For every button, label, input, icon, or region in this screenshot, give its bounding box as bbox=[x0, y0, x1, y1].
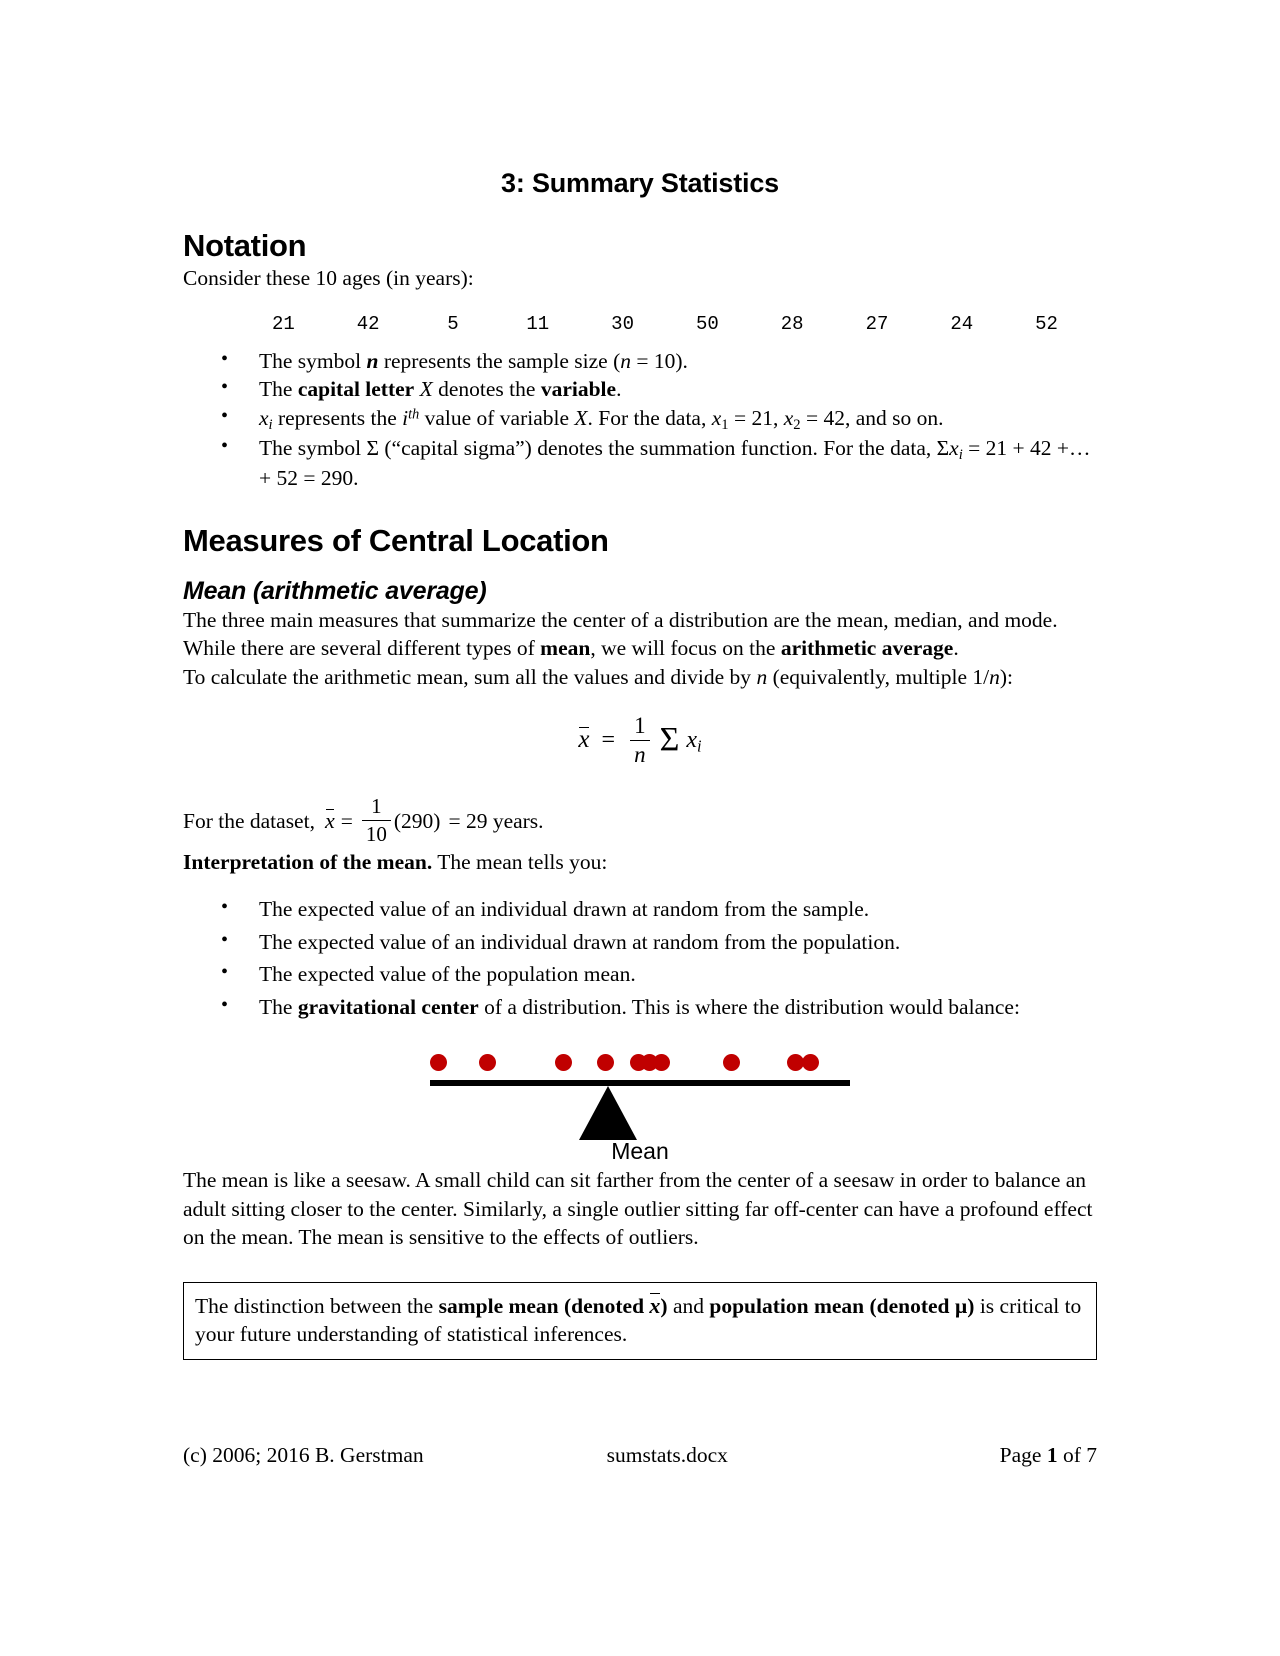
symbol-x: x bbox=[259, 405, 269, 430]
text: ): bbox=[999, 664, 1013, 689]
footer-page-number bbox=[1000, 1443, 1097, 1468]
list-item bbox=[221, 348, 1097, 376]
callout-box bbox=[183, 1282, 1097, 1360]
text: and bbox=[667, 1293, 710, 1318]
bold-sample-mean: sample mean (denoted bbox=[438, 1293, 650, 1318]
data-dot bbox=[723, 1054, 740, 1071]
list-item: • The expected value of an individual drawn at random from the population. bbox=[221, 929, 1097, 957]
data-dot bbox=[555, 1054, 572, 1071]
list-item bbox=[221, 405, 1097, 435]
symbol-x: x bbox=[949, 436, 959, 461]
interpretation-bullet-list bbox=[183, 896, 1097, 1021]
bold-population-mean: population mean (denoted µ) bbox=[709, 1293, 975, 1318]
text: is critical to your future understanding of statistical inferences. bbox=[195, 1293, 1082, 1346]
fraction-one-over-ten bbox=[362, 794, 391, 847]
bold-mean: mean bbox=[540, 636, 591, 661]
data-dot bbox=[597, 1054, 614, 1071]
bullet-text: = 10). bbox=[631, 348, 688, 373]
symbol-x2: x bbox=[783, 405, 794, 430]
symbol-i: i bbox=[402, 405, 409, 430]
fraction-numerator: 1 bbox=[634, 712, 646, 738]
heading-mean-arithmetic-average: Mean (arithmetic average) bbox=[183, 576, 487, 605]
notation-bullet-list bbox=[183, 348, 1097, 493]
fraction-numerator: 1 bbox=[371, 793, 382, 818]
summation-sigma-icon: Σ bbox=[659, 720, 680, 758]
symbol-n: n bbox=[756, 664, 768, 689]
data-dot bbox=[802, 1054, 819, 1071]
symbol-x: x bbox=[686, 726, 698, 753]
subscript-1: 1 bbox=[721, 416, 729, 433]
bold-interpretation-label: Interpretation of the mean. bbox=[183, 849, 433, 874]
ages-data-row bbox=[183, 313, 1097, 335]
bullet-text: The bbox=[259, 377, 298, 402]
sum-value: (290) bbox=[393, 808, 441, 833]
dataset-mean-calculation bbox=[183, 795, 1097, 848]
age-value: 28 bbox=[780, 312, 804, 335]
seesaw-paragraph: The mean is like a seesaw. A small child can sit farther from the center of a seesaw in order to balance an adult sitting closer to the center. Similarly, a single outlier sitting far off-center can have a profound effect on the mean. The mean is sensitive to the effects of outliers. bbox=[183, 1168, 1093, 1250]
age-value: 11 bbox=[526, 312, 550, 335]
data-dot bbox=[479, 1054, 496, 1071]
seesaw-beam bbox=[430, 1080, 850, 1086]
subscript-2: 2 bbox=[793, 416, 801, 433]
symbol-n: n bbox=[620, 348, 631, 373]
bullet-text: . For the data, bbox=[587, 405, 712, 430]
calc-lead-text: For the dataset, bbox=[183, 808, 315, 833]
text: The mean tells you: bbox=[432, 849, 608, 874]
x-bar-symbol: x bbox=[649, 1292, 660, 1321]
bullet-text: . bbox=[616, 377, 622, 402]
bold-variable: variable bbox=[540, 377, 617, 402]
bold-gravitational-center: gravitational center bbox=[297, 994, 479, 1019]
x-bar-symbol: x bbox=[324, 808, 335, 834]
subscript-i: i bbox=[268, 416, 273, 433]
text: of 7 bbox=[1057, 1443, 1097, 1467]
age-value: 42 bbox=[356, 312, 380, 335]
text: The bbox=[259, 994, 298, 1019]
symbol-x1: x bbox=[711, 405, 722, 430]
mean-paragraph-2 bbox=[183, 663, 1097, 692]
footer-filename: sumstats.docx bbox=[606, 1443, 728, 1467]
fraction-denominator: 10 bbox=[362, 820, 391, 847]
symbol-n-bold: n bbox=[366, 348, 379, 373]
list-item bbox=[221, 435, 1097, 492]
fraction-denominator: n bbox=[630, 740, 650, 768]
symbol-X: X bbox=[414, 377, 433, 402]
mean-formula bbox=[183, 714, 1097, 769]
data-dot bbox=[653, 1054, 670, 1071]
heading-measures-of-central-location: Measures of Central Location bbox=[183, 522, 609, 558]
bullet-text: denotes the bbox=[432, 377, 541, 402]
text: of a distribution. This is where the distribution would balance: bbox=[478, 994, 1020, 1019]
text: The three main measures that summarize the center of a distribution are the mean, median, and mode. While there are several different types of bbox=[183, 607, 1058, 661]
seesaw-figure bbox=[430, 1054, 850, 1166]
equals-sign: = bbox=[340, 808, 353, 833]
list-item: • The expected value of an individual drawn at random from the sample. bbox=[221, 896, 1097, 924]
mean-paragraph-1 bbox=[183, 606, 1097, 663]
bold-paren: ) bbox=[660, 1293, 668, 1318]
list-item bbox=[221, 994, 1097, 1022]
subscript-i: i bbox=[697, 736, 702, 756]
text: , we will focus on the bbox=[590, 636, 781, 661]
fulcrum-triangle-icon bbox=[579, 1086, 637, 1140]
age-value: 52 bbox=[1035, 312, 1058, 335]
bullet-text: The symbol Σ (“capital sigma”) denotes the summation function. For the data, Σ bbox=[259, 436, 950, 461]
bullet-text: = 21, bbox=[728, 405, 784, 430]
data-dot bbox=[430, 1054, 447, 1071]
text: (equivalently, multiple 1/ bbox=[767, 664, 990, 689]
fraction-one-over-n bbox=[630, 713, 650, 768]
bullet-text: The symbol bbox=[259, 348, 367, 373]
age-value: 21 bbox=[271, 312, 295, 335]
age-value: 24 bbox=[950, 312, 974, 335]
text: To calculate the arithmetic mean, sum all the values and divide by bbox=[183, 664, 757, 689]
page-number-value: 1 bbox=[1046, 1443, 1058, 1467]
x-bar-symbol: x bbox=[578, 725, 590, 753]
notation-intro: Consider these 10 ages (in years): bbox=[183, 266, 474, 290]
bullet-text: represents the bbox=[272, 405, 403, 430]
superscript-th: th bbox=[408, 406, 420, 423]
text: The distinction between the bbox=[195, 1293, 439, 1318]
page-title: 3: Summary Statistics bbox=[501, 168, 779, 198]
calc-result: = 29 years. bbox=[448, 808, 544, 833]
list-item: • The expected value of the population mean. bbox=[221, 961, 1097, 989]
footer-copyright: (c) 2006; 2016 B. Gerstman bbox=[183, 1443, 424, 1467]
bullet-text: represents the sample size ( bbox=[378, 348, 621, 373]
interpretation-lead bbox=[183, 848, 1097, 877]
age-value: 50 bbox=[695, 312, 719, 335]
symbol-X: X bbox=[574, 405, 588, 430]
bullet-text: = 21 + 42 +…+ 52 = 290. bbox=[259, 436, 1091, 491]
page-footer bbox=[183, 1443, 1097, 1468]
bold-capital-letter: capital letter bbox=[297, 377, 415, 402]
bullet-text: = 42, and so on. bbox=[800, 405, 944, 430]
text: . bbox=[953, 636, 959, 661]
bullet-text: value of variable bbox=[419, 405, 575, 430]
figure-label-mean: Mean bbox=[611, 1138, 669, 1165]
heading-notation: Notation bbox=[183, 228, 307, 263]
equals-sign: = bbox=[601, 726, 616, 753]
age-value: 5 bbox=[447, 312, 459, 335]
bold-arithmetic-average: arithmetic average bbox=[780, 636, 954, 661]
list-item bbox=[221, 376, 1097, 404]
age-value: 27 bbox=[865, 312, 889, 335]
text: Page bbox=[999, 1443, 1047, 1467]
subscript-i: i bbox=[958, 447, 963, 464]
symbol-n: n bbox=[989, 664, 1000, 689]
age-value: 30 bbox=[611, 312, 634, 335]
